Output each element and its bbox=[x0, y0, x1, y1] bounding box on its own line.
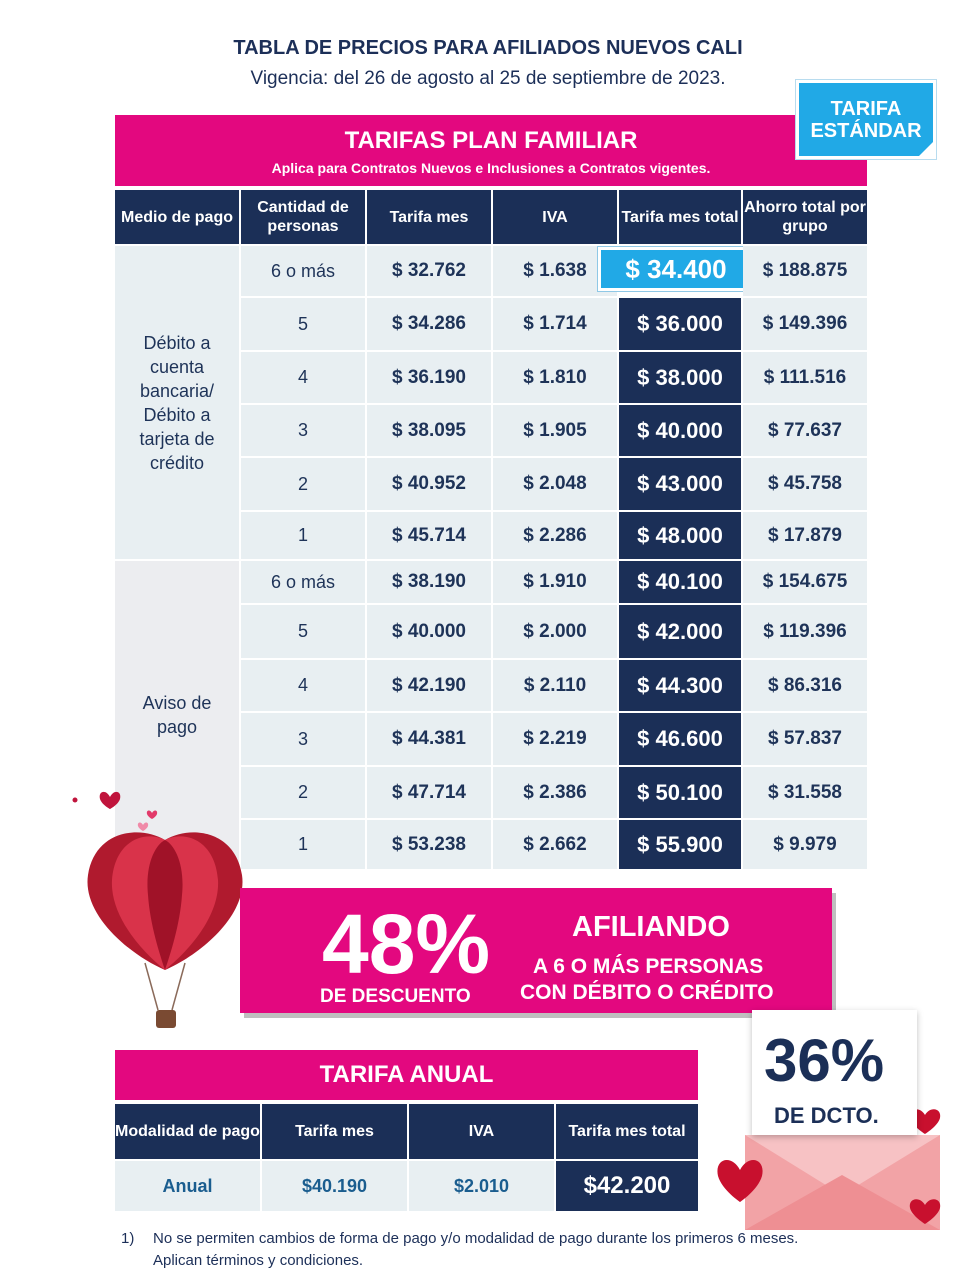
table-row-tarifa: $ 38.190 bbox=[367, 561, 491, 603]
table-row-ahorro: $ 111.516 bbox=[743, 352, 867, 403]
annual-header-total: Tarifa mes total bbox=[556, 1104, 698, 1159]
table-row-ahorro: $ 17.879 bbox=[743, 512, 867, 559]
header-tarifa-total: Tarifa mes total bbox=[619, 190, 741, 244]
table-row-qty: 4 bbox=[241, 660, 365, 711]
table-row-iva: $ 2.048 bbox=[493, 458, 617, 510]
table-row-ahorro: $ 45.758 bbox=[743, 458, 867, 510]
validity-period: Vigencia: del 26 de agosto al 25 de septiembre de 2023. bbox=[250, 68, 726, 89]
dcto-percent: 36% bbox=[764, 1027, 885, 1094]
footnote-line-1: No se permiten cambios de forma de pago y/o modalidad de pago durante los primeros 6 meses. bbox=[153, 1230, 799, 1247]
promo-line-1: A 6 O MÁS PERSONAS bbox=[533, 955, 764, 978]
table-row-total: $ 44.300 bbox=[619, 660, 741, 711]
annual-modalidad: Anual bbox=[115, 1161, 260, 1211]
table-row-iva: $ 1.714 bbox=[493, 298, 617, 350]
table-row-qty: 5 bbox=[241, 605, 365, 658]
table-row-tarifa: $ 36.190 bbox=[367, 352, 491, 403]
table-row-iva: $ 2.000 bbox=[493, 605, 617, 658]
table-row-total: $ 43.000 bbox=[619, 458, 741, 510]
annual-iva: $2.010 bbox=[409, 1161, 554, 1211]
table-row-qty: 3 bbox=[241, 405, 365, 456]
table-row-total: $ 50.100 bbox=[619, 767, 741, 818]
table-row-total: $ 36.000 bbox=[619, 298, 741, 350]
table-row-tarifa: $ 38.095 bbox=[367, 405, 491, 456]
table-row-ahorro: $ 119.396 bbox=[743, 605, 867, 658]
table-row-ahorro: $ 188.875 bbox=[743, 246, 867, 296]
promo-discount-label: DE DESCUENTO bbox=[320, 986, 471, 1007]
table-row-ahorro: $ 77.637 bbox=[743, 405, 867, 456]
table-row-tarifa: $ 45.714 bbox=[367, 512, 491, 559]
header-tarifa-mes: Tarifa mes bbox=[367, 190, 491, 244]
header-ahorro: Ahorro total por grupo bbox=[743, 190, 867, 244]
table-row-total: $ 46.600 bbox=[619, 713, 741, 765]
table-row-ahorro: $ 57.837 bbox=[743, 713, 867, 765]
table-row-iva: $ 1.905 bbox=[493, 405, 617, 456]
table-row-qty: 4 bbox=[241, 352, 365, 403]
annual-tarifa: $40.190 bbox=[262, 1161, 407, 1211]
table-row-iva: $ 2.286 bbox=[493, 512, 617, 559]
badge-line-1: TARIFA bbox=[830, 98, 902, 120]
table-row-qty: 6 o más bbox=[241, 561, 365, 603]
table-row-qty: 5 bbox=[241, 298, 365, 350]
annual-header-tarifa: Tarifa mes bbox=[262, 1104, 407, 1159]
table-row-ahorro: $ 86.316 bbox=[743, 660, 867, 711]
annual-header-iva: IVA bbox=[409, 1104, 554, 1159]
table-row-total: $ 40.000 bbox=[619, 405, 741, 456]
table-row-tarifa: $ 40.000 bbox=[367, 605, 491, 658]
table-row-tarifa: $ 47.714 bbox=[367, 767, 491, 818]
table-row-tarifa: $ 44.381 bbox=[367, 713, 491, 765]
table-row-total: $ 38.000 bbox=[619, 352, 741, 403]
heart-icon bbox=[100, 792, 121, 809]
promo-percent: 48% bbox=[322, 897, 491, 991]
annual-header-modalidad: Modalidad de pago bbox=[115, 1104, 260, 1159]
table-row-ahorro: $ 154.675 bbox=[743, 561, 867, 603]
balloon-illustration bbox=[70, 785, 255, 1045]
plan-header bbox=[115, 115, 867, 186]
footnote-line-2: Aplican términos y condiciones. bbox=[153, 1252, 364, 1269]
table-row-qty: 2 bbox=[241, 458, 365, 510]
table-row-total: $ 55.900 bbox=[619, 820, 741, 869]
header-cantidad: Cantidad de personas bbox=[241, 190, 365, 244]
table-row-iva: $ 2.386 bbox=[493, 767, 617, 818]
table-row-tarifa: $ 53.238 bbox=[367, 820, 491, 869]
table-row-ahorro: $ 149.396 bbox=[743, 298, 867, 350]
plan-title: TARIFAS PLAN FAMILIAR bbox=[344, 127, 638, 154]
table-row-qty: 1 bbox=[241, 512, 365, 559]
table-row-total: $ 48.000 bbox=[619, 512, 741, 559]
table-row-tarifa: $ 42.190 bbox=[367, 660, 491, 711]
table-row-ahorro: $ 31.558 bbox=[743, 767, 867, 818]
table-row-iva: $ 2.219 bbox=[493, 713, 617, 765]
header-iva: IVA bbox=[493, 190, 617, 244]
table-row-qty: 1 bbox=[241, 820, 365, 869]
table-row-tarifa: $ 32.762 bbox=[367, 246, 491, 296]
table-row-iva: $ 1.910 bbox=[493, 561, 617, 603]
header-medio-pago: Medio de pago bbox=[115, 190, 239, 244]
table-row-qty: 6 o más bbox=[241, 246, 365, 296]
table-row-tarifa: $ 40.952 bbox=[367, 458, 491, 510]
group-label-debito: Débito a cuenta bancaria/ Débito a tarjeta de crédito bbox=[115, 246, 239, 559]
document-title: TABLA DE PRECIOS PARA AFILIADOS NUEVOS CALI bbox=[233, 37, 743, 59]
group-label-aviso: Aviso de pago bbox=[115, 561, 239, 869]
table-row-qty: 2 bbox=[241, 767, 365, 818]
annual-title: TARIFA ANUAL bbox=[115, 1050, 698, 1100]
table-row-iva: $ 1.638 bbox=[493, 246, 617, 296]
table-row-iva: $ 1.810 bbox=[493, 352, 617, 403]
annual-total: $42.200 bbox=[556, 1161, 698, 1211]
tarifa-estandar-badge bbox=[796, 80, 936, 159]
footnote-number: 1) bbox=[121, 1230, 135, 1247]
dcto-label: DE DCTO. bbox=[774, 1103, 879, 1128]
table-row-ahorro: $ 9.979 bbox=[743, 820, 867, 869]
table-row-total: $ 40.100 bbox=[619, 561, 741, 603]
table-row-total-highlight: $ 34.400 bbox=[598, 247, 754, 291]
table-row-qty: 3 bbox=[241, 713, 365, 765]
table-row-iva: $ 2.110 bbox=[493, 660, 617, 711]
badge-line-2: ESTÁNDAR bbox=[810, 120, 922, 142]
table-row-iva: $ 2.662 bbox=[493, 820, 617, 869]
table-row-tarifa: $ 34.286 bbox=[367, 298, 491, 350]
plan-subtitle: Aplica para Contratos Nuevos e Inclusiones a Contratos vigentes. bbox=[271, 160, 711, 176]
promo-headline: AFILIANDO bbox=[572, 911, 730, 943]
promo-line-2: CON DÉBITO O CRÉDITO bbox=[520, 981, 774, 1004]
table-row-total: $ 42.000 bbox=[619, 605, 741, 658]
